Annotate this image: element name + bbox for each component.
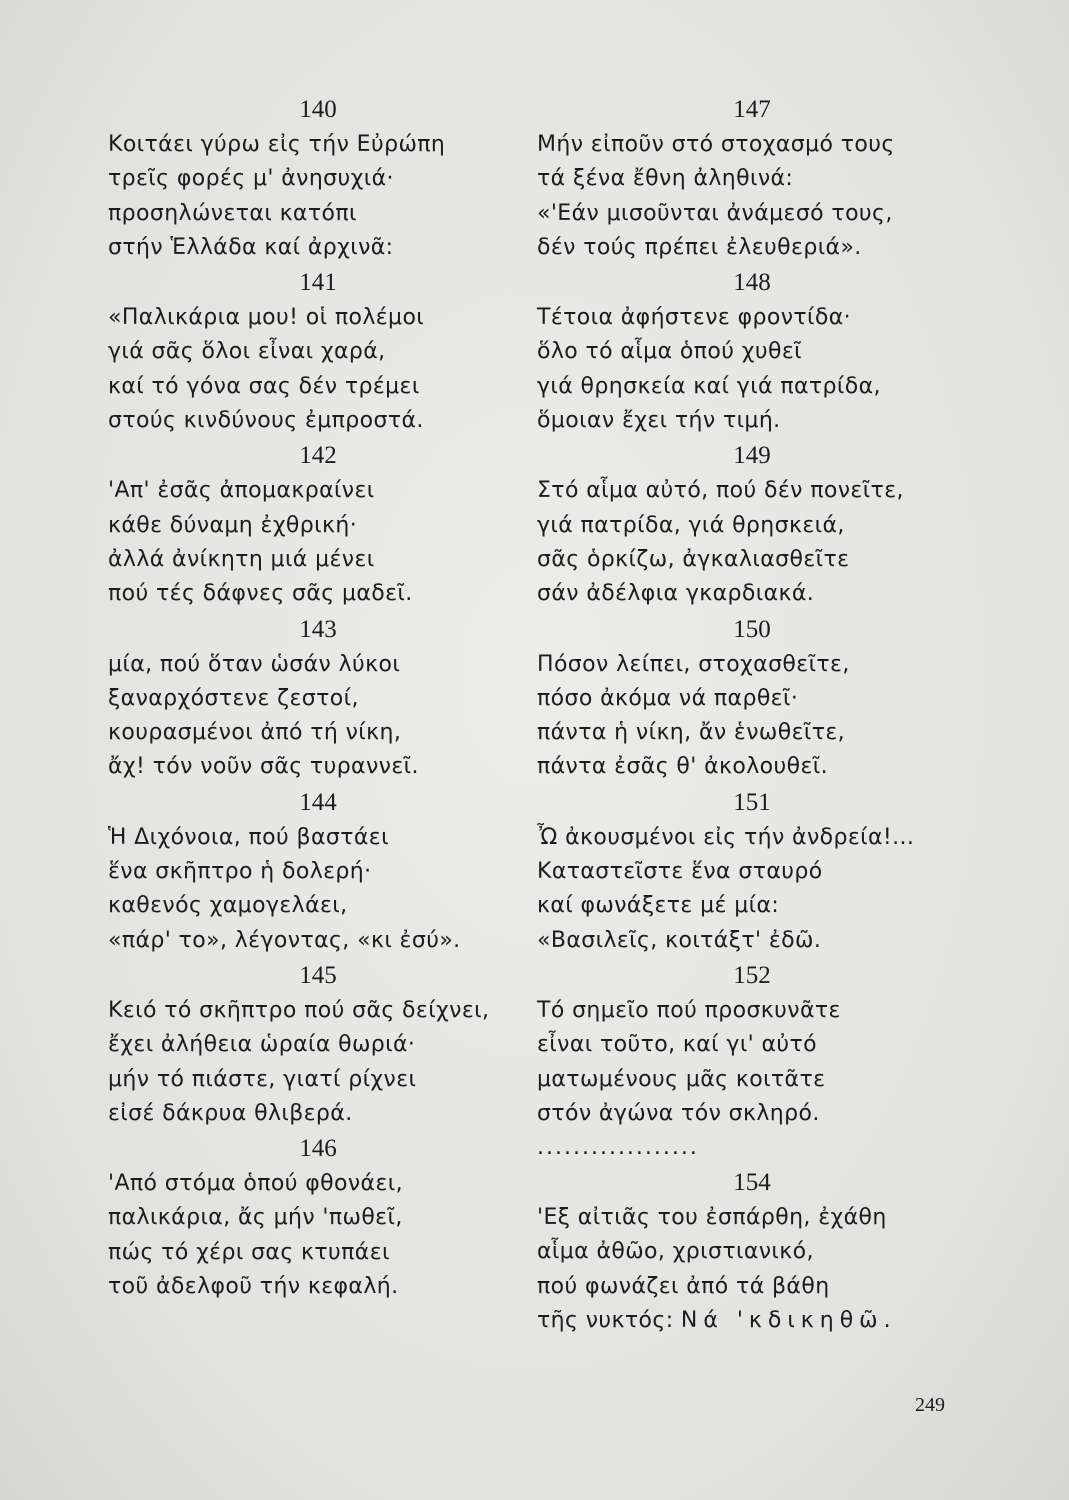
verse-line: ὅλο τό αἷμα ὁπού χυθεῖ — [537, 339, 802, 365]
verse-line: γιά σᾶς ὅλοι εἶναι χαρά, — [108, 339, 386, 365]
stanza-number: 146 — [299, 1135, 337, 1163]
verse-line: κουρασμένοι ἀπό τή νίκη, — [108, 720, 402, 746]
stanza — [108, 958, 528, 1131]
verse-line: γιά θρησκεία καί γιά πατρίδα, — [537, 373, 881, 399]
stanza — [537, 958, 967, 1131]
stanza — [537, 785, 967, 958]
verse-line: Κειό τό σκῆπτρο πού σᾶς δείχνει, — [108, 997, 490, 1023]
verse-line: κάθε δύναμη ἐχθρική· — [108, 512, 358, 538]
stanza-number: 143 — [299, 615, 337, 643]
stanza — [537, 612, 967, 785]
left-column — [108, 92, 528, 1304]
stanza-number: 142 — [299, 442, 337, 470]
verse-line: Ὦ ἀκουσμένοι εἰς τήν ἀνδρεία!... — [537, 824, 915, 850]
stanza-number: 151 — [733, 788, 771, 816]
verse-line: «Παλικάρια μου! οἱ πολέμοι — [108, 305, 425, 331]
verse-line: γιά πατρίδα, γιά θρησκειά, — [537, 512, 845, 538]
stanza — [108, 612, 528, 785]
verse-line: ἔχει ἀλήθεια ὡραία θωριά· — [108, 1032, 416, 1058]
verse-line: τρεῖς φορές μ' ἀνησυχιά· — [108, 166, 394, 192]
verse-line: εἰσέ δάκρυα θλιβερά. — [108, 1100, 353, 1126]
verse-line: Μήν εἰποῦν στό στοχασμό τους — [537, 132, 895, 157]
verse-line: πάντα ἡ νίκη, ἄν ἑνωθεῖτε, — [537, 720, 846, 746]
stanza-number: 152 — [733, 961, 771, 989]
verse-line: πόσο ἀκόμα νά παρθεῖ· — [537, 685, 799, 711]
verse-line: καθενός χαμογελάει, — [108, 893, 348, 919]
verse-line: στόν ἀγώνα τόν σκληρό. — [537, 1100, 820, 1126]
stanza-number: 140 — [299, 96, 337, 123]
stanza-number: 150 — [733, 615, 771, 643]
verse-line: παλικάρια, ἄς μήν 'πωθεῖ, — [108, 1205, 403, 1231]
verse-line: εἶναι τοῦτο, καί γι' αὐτό — [537, 1032, 818, 1058]
verse-line: ματωμένους μᾶς κοιτᾶτε — [537, 1066, 826, 1092]
verse-line: 'Εξ αἰτιᾶς του ἐσπάρθη, ἐχάθη — [537, 1205, 887, 1231]
verse-line: πώς τό χέρι σας κτυπάει — [108, 1239, 390, 1265]
stanza — [108, 785, 528, 958]
verse-line: προσηλώνεται κατόπι — [108, 200, 357, 226]
verse-line: Στό αἷμα αὐτό, πού δέν πονεῖτε, — [537, 478, 904, 504]
stanza-number: 149 — [733, 442, 771, 470]
verse-line: «πάρ' το», λέγοντας, «κι ἐσύ». — [108, 927, 461, 953]
verse-line: 'Από στόμα ὁπού φθονάει, — [108, 1171, 403, 1197]
stanza — [108, 438, 528, 611]
verse-line: μία, πού ὅταν ὡσάν λύκοι — [108, 651, 401, 677]
verse-line: στήν Ἑλλάδα καί ἀρχινᾶ: — [108, 234, 394, 260]
verse-line: Κοιτάει γύρω εἰς τήν Εὐρώπη — [108, 132, 446, 157]
right-column — [537, 92, 967, 1338]
stanza-number: 154 — [733, 1169, 771, 1197]
verse-line: Καταστεῖστε ἕνα σταυρό — [537, 859, 823, 885]
verse-line: Τό σημεῖο πού προσκυνᾶτε — [537, 997, 841, 1023]
verse-line: ἕνα σκῆπτρο ἡ δολερή· — [108, 859, 372, 885]
verse-line: αἷμα ἀθῶο, χριστιανικό, — [537, 1239, 814, 1265]
verse-line: «'Εάν μισοῦνται ἀνάμεσό τους, — [537, 200, 893, 226]
stanza — [537, 1165, 967, 1338]
verse-line: ἄχ! τόν νοῦν σᾶς τυραννεῖ. — [108, 754, 419, 780]
verse-line: μήν τό πιάστε, γιατί ρίχνει — [108, 1066, 417, 1092]
stanza-number: 147 — [733, 96, 771, 123]
verse-line: δέν τούς πρέπει ἐλευθεριά». — [537, 234, 862, 260]
verse-line: ξαναρχόστενε ζεστοί, — [108, 685, 359, 711]
verse-line: καί τό γόνα σας δέν τρέμει — [108, 373, 420, 399]
stanza — [108, 92, 528, 265]
stanza-number: 148 — [733, 269, 771, 297]
page-number: 249 — [915, 1394, 945, 1416]
verse-line-final — [537, 1304, 967, 1338]
verse-line: τά ξένα ἔθνη ἀληθινά: — [537, 166, 794, 192]
final-line-prefix: τῆς νυκτός: — [537, 1308, 674, 1334]
verse-line: πάντα ἐσᾶς θ' ἀκολουθεῖ. — [537, 754, 829, 780]
verse-line: πού φωνάζει ἀπό τά βάθη — [537, 1273, 830, 1299]
verse-line: ἀλλά ἀνίκητη μιά μένει — [108, 546, 375, 572]
verse-line: ὅμοιαν ἔχει τήν τιμή. — [537, 408, 781, 434]
stanza — [108, 265, 528, 438]
verse-line: καί φωνάξετε μέ μία: — [537, 893, 780, 919]
verse-line: σάν ἀδέλφια γκαρδιακά. — [537, 581, 815, 607]
stanza — [537, 265, 967, 438]
verse-line: πού τές δάφνες σᾶς μαδεῖ. — [108, 581, 413, 607]
verse-line: Πόσον λείπει, στοχασθεῖτε, — [537, 651, 850, 677]
stanza — [108, 1131, 528, 1304]
verse-line: στούς κινδύνους ἐμπροστά. — [108, 408, 424, 434]
stanza-number: 145 — [299, 961, 337, 989]
stanza — [537, 438, 967, 611]
verse-line: 'Απ' ἐσᾶς ἀπομακραίνει — [108, 478, 375, 504]
stanza — [537, 92, 967, 265]
omission-dots: .................. — [537, 1135, 699, 1161]
verse-line: Τέτοια ἀφήστενε φροντίδα· — [537, 305, 852, 331]
verse-line: Ἡ Διχόνοια, πού βαστάει — [108, 824, 389, 850]
verse-line: τοῦ ἀδελφοῦ τήν κεφαλή. — [108, 1274, 399, 1300]
verse-line: «Βασιλεῖς, κοιτάξτ' ἐδῶ. — [537, 927, 822, 953]
final-line-spaced: Νά 'κδικηθῶ. — [680, 1308, 897, 1334]
stanza-number: 141 — [299, 269, 337, 297]
stanza-number: 144 — [299, 788, 337, 816]
verse-line: σᾶς ὁρκίζω, ἀγκαλιασθεῖτε — [537, 546, 850, 572]
